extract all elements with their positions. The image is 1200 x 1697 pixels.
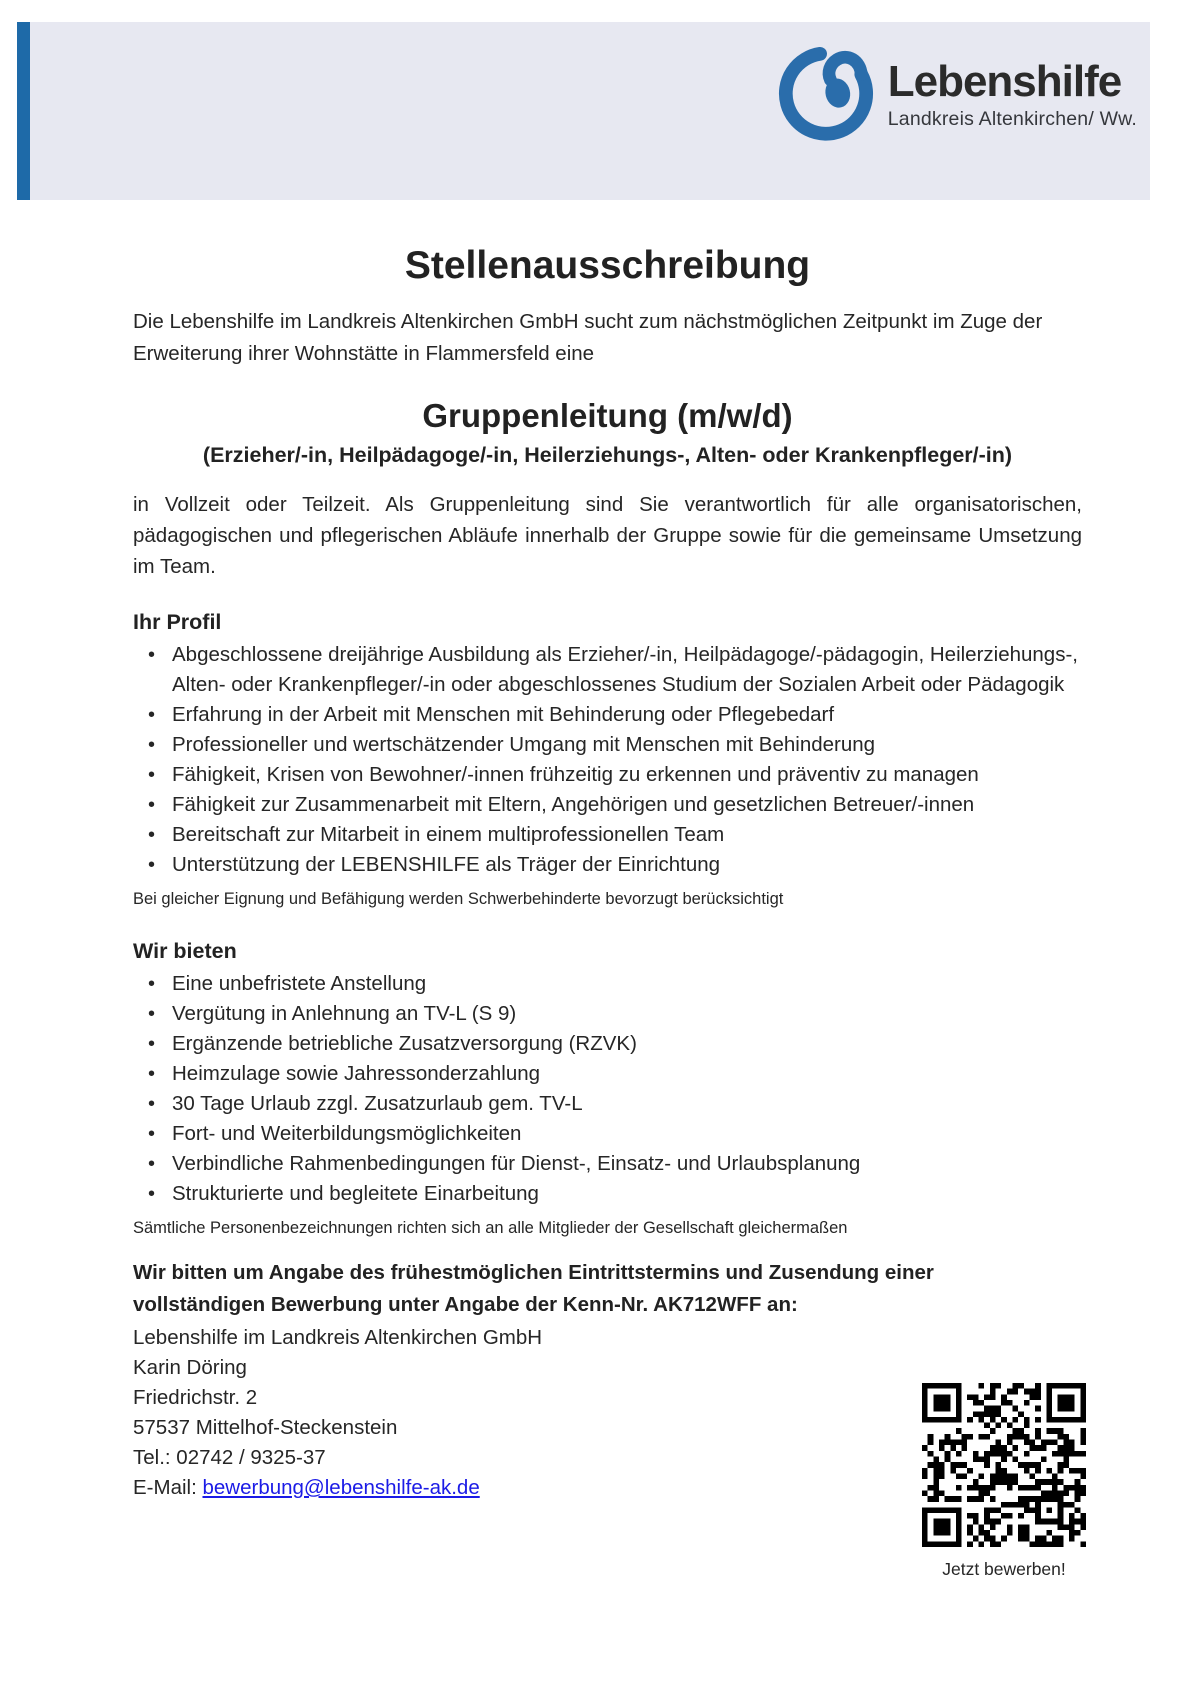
equal-opportunity-note: Bei gleicher Eignung und Befähigung werden Schwerbehinderte bevorzugt berücksichtigt — [133, 890, 784, 908]
contact-street: Friedrichstr. 2 — [133, 1386, 258, 1409]
lebenshilfe-logo-icon — [778, 44, 876, 146]
qr-block — [904, 1383, 1104, 1580]
logo-text — [888, 58, 1137, 132]
lebenshilfe-logo — [778, 44, 1137, 146]
list-item: • Strukturierte und begleitete Einarbeitung — [133, 1179, 1082, 1209]
list-item: • Verbindliche Rahmenbedingungen für Dienst-, Einsatz- und Urlaubsplanung — [133, 1149, 1082, 1179]
position-description: in Vollzeit oder Teilzeit. Als Gruppenleitung sind Sie verantwortlich für alle organisatorischen, pädagogischen und pflegerischen Abläufe innerhalb der Gruppe sowie für die gemeinsame Umsetzung im Team. — [133, 493, 1082, 578]
profile-heading: Ihr Profil — [133, 610, 222, 634]
contact-email-line — [133, 1473, 833, 1503]
list-item: • Vergütung in Anlehnung an TV-L (S 9) — [133, 999, 1082, 1029]
intro-paragraph: Die Lebenshilfe im Landkreis Altenkirchen GmbH sucht zum nächstmöglichen Zeitpunkt im Zuge der Erweiterung ihrer Wohnstätte in Flammersfeld eine — [133, 310, 1043, 365]
email-label: E-Mail: — [133, 1476, 203, 1499]
list-item: • Unterstützung der LEBENSHILFE als Träger der Einrichtung — [133, 850, 1082, 880]
profile-list — [133, 640, 1082, 880]
header-accent-bar — [17, 22, 30, 200]
application-request: Wir bitten um Angabe des frühestmöglichen Eintrittstermins und Zusendung einer vollständigen Bewerbung unter Angabe der Kenn-Nr. AK712WFF an: — [133, 1261, 934, 1316]
email-link[interactable]: bewerbung@lebenshilfe-ak.de — [202, 1476, 480, 1499]
qr-code — [922, 1383, 1086, 1547]
list-item: • Heimzulage sowie Jahressonderzahlung — [133, 1059, 1082, 1089]
document-body — [133, 200, 1082, 1503]
page-title: Stellenausschreibung — [404, 244, 811, 287]
offer-list — [133, 969, 1082, 1209]
list-item: • Bereitschaft zur Mitarbeit in einem multiprofessionellen Team — [133, 820, 1082, 850]
logo-region-name: Landkreis Altenkirchen/ Ww. — [887, 108, 1137, 130]
gender-note: Sämtliche Personenbezeichnungen richten sich an alle Mitglieder der Gesellschaft gleichermaßen — [133, 1219, 848, 1237]
contact-city: 57537 Mittelhof-Steckenstein — [133, 1416, 398, 1439]
list-item: • Fähigkeit, Krisen von Bewohner/-innen frühzeitig zu erkennen und präventiv zu managen — [133, 760, 1082, 790]
list-item: • Fort- und Weiterbildungsmöglichkeiten — [133, 1119, 1082, 1149]
contact-company: Lebenshilfe im Landkreis Altenkirchen GmbH — [133, 1326, 543, 1349]
offer-heading: Wir bieten — [133, 939, 237, 963]
list-item: • Fähigkeit zur Zusammenarbeit mit Eltern, Angehörigen und gesetzlichen Betreuer/-innen — [133, 790, 1082, 820]
contact-person: Karin Döring — [133, 1356, 247, 1379]
list-item: • 30 Tage Urlaub zzgl. Zusatzurlaub gem. TV-L — [133, 1089, 1082, 1119]
position-subtitle: (Erzieher/-in, Heilpädagoge/-in, Heilerziehungs-, Alten- oder Krankenpfleger/-in) — [202, 443, 1013, 467]
logo-brand-name: Lebenshilfe — [887, 57, 1122, 106]
qr-caption: Jetzt bewerben! — [942, 1559, 1066, 1579]
list-item: • Ergänzende betriebliche Zusatzversorgung (RZVK) — [133, 1029, 1082, 1059]
contact-block — [133, 1323, 833, 1503]
list-item: • Abgeschlossene dreijährige Ausbildung als Erzieher/-in, Heilpädagoge/-pädagogin, Heilerziehungs-, Alten- oder Krankenpfleger/-in oder abgeschlossenes Studium der Sozialen Arbeit oder Pädagogik — [133, 640, 1082, 700]
list-item: • Erfahrung in der Arbeit mit Menschen mit Behinderung oder Pflegebedarf — [133, 700, 1082, 730]
list-item: • Professioneller und wertschätzender Umgang mit Menschen mit Behinderung — [133, 730, 1082, 760]
contact-phone: Tel.: 02742 / 9325-37 — [133, 1446, 326, 1469]
position-title: Gruppenleitung (m/w/d) — [422, 397, 793, 434]
list-item: • Eine unbefristete Anstellung — [133, 969, 1082, 999]
